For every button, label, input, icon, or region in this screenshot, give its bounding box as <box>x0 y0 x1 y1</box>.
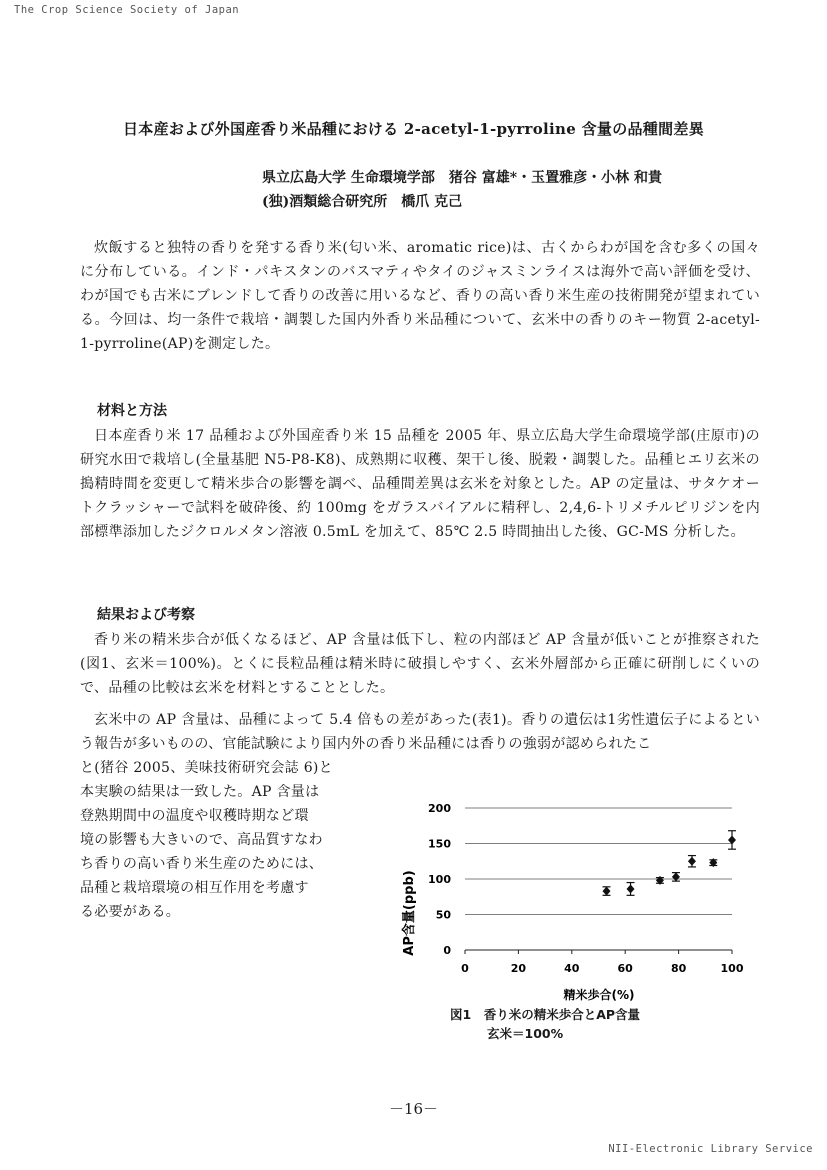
caption-line-1: 図1 香り米の精米歩合とAP含量 <box>450 1007 641 1022</box>
y-axis-label: AP含量(ppb) <box>402 870 417 956</box>
author-line-1: 県立広島大学 生命環境学部 猪谷 富雄*・玉置雅彦・小林 和貴 <box>262 170 662 186</box>
chart-axes <box>465 950 732 954</box>
y-tick-label: 200 <box>428 802 451 815</box>
journal-header: The Crop Science Society of Japan <box>14 4 240 16</box>
results-paragraph-2: 玄米中の AP 含量は、品種によって 5.4 倍もの差があった(表1)。香りの遺伝は1劣性遺伝子によるという報告が多いものの、官能試験により国内外の香り米品種には香りの強弱が認められたこ <box>80 712 760 752</box>
x-tick-labels <box>461 962 744 975</box>
data-point-diamond <box>688 857 696 866</box>
x-axis-label: 精米歩合(%) <box>563 988 635 1002</box>
methods-paragraph: 日本産香り米 17 品種および外国産香り米 15 品種を 2005 年、県立広島大学生命環境学部(庄原市)の研究水田で栽培し(全量基肥 N5-P8-K8)、成熟期に収穫、架干し後、脱穀・調製した。品種ヒエリ玄米の搗精時間を変更して精米歩合の影響を調べ、品種間差異は玄米を対象とした。AP の定量は、サタケオートクラッシャーで試料を破砕後、約 100mg をガラスバイアルに精秤し、2,4,6-トリメチルピリジンを内部標準添加したジクロルメタン溶液 0.5mL を加えて、85℃ 2.5 時間抽出した後、GC-MS 分析した。 <box>80 428 760 540</box>
figure-caption <box>450 1005 640 1043</box>
text-line: 登熟期間中の温度や収穫時期など環 <box>80 808 309 824</box>
methods-heading: 材料と方法 <box>97 403 167 419</box>
results-paragraph-1: 香り米の精米歩合が低くなるほど、AP 含量は低下し、粒の内部ほど AP 含量が低いことが推察された(図1、玄米＝100%)。とくに長粒品種は精米時に破損しやすく、玄米外層部から正確に研削しにくいので、品種の比較は玄米を材料とすることとした。 <box>80 632 760 696</box>
y-tick-labels <box>428 802 451 957</box>
x-tick-label: 60 <box>617 962 633 975</box>
text-line: 本実験の結果は一致した。AP 含量は <box>80 784 320 800</box>
page-number: －16－ <box>388 1100 439 1118</box>
data-point-diamond <box>627 884 635 893</box>
y-tick-label: 150 <box>428 837 451 851</box>
library-footer: NII-Electronic Library Service <box>608 1143 813 1155</box>
author-line-2: (独)酒類総合研究所 橋爪 克己 <box>262 194 463 210</box>
text-line: ち香りの高い香り米生産のためには、 <box>80 856 324 872</box>
data-point-diamond <box>603 887 611 896</box>
chart-svg <box>395 795 755 1005</box>
caption-line-2: 玄米＝100% <box>487 1026 564 1041</box>
data-point-diamond <box>672 872 680 881</box>
data-points <box>603 831 736 896</box>
x-tick-label: 20 <box>510 962 527 975</box>
text-line: る必要がある。 <box>80 904 181 920</box>
text-line: 境の影響も大きいので、高品質すなわ <box>80 832 323 848</box>
x-tick-label: 0 <box>461 962 469 975</box>
y-tick-label: 100 <box>428 873 451 886</box>
text-line: 品種と栽培環境の相互作用を考慮す <box>80 880 309 896</box>
results-paragraph-2-continuation <box>80 756 370 924</box>
text-line: と(猪谷 2005、美味技術研究会誌 6)と <box>80 760 333 776</box>
results-heading: 結果および考察 <box>97 607 195 623</box>
intro-paragraph: 炊飯すると独特の香りを発する香り米(匂い米、aromatic rice)は、古くからわが国を含む多くの国々に分布している。インド・パキスタンのバスマティやタイのジャスミンライスは海外で高い評価を受け、わが国でも古米にブレンドして香りの改善に用いるなど、香りの高い香り米生産の技術開発が望まれている。今回は、均一条件で栽培・調製した国内外香り米品種について、玄米中の香りのキー物質 2-acetyl-1-pyrroline(AP)を測定した。 <box>80 240 760 352</box>
paper-title: 日本産および外国産香り米品種における 2-acetyl-1-pyrroline 含量の品種間差異 <box>123 120 704 138</box>
x-tick-label: 100 <box>720 962 744 975</box>
authors-block <box>262 166 662 214</box>
y-tick-label: 50 <box>435 908 451 922</box>
y-tick-label: 0 <box>443 944 451 957</box>
x-tick-label: 80 <box>670 962 687 975</box>
x-tick-label: 40 <box>564 962 580 975</box>
